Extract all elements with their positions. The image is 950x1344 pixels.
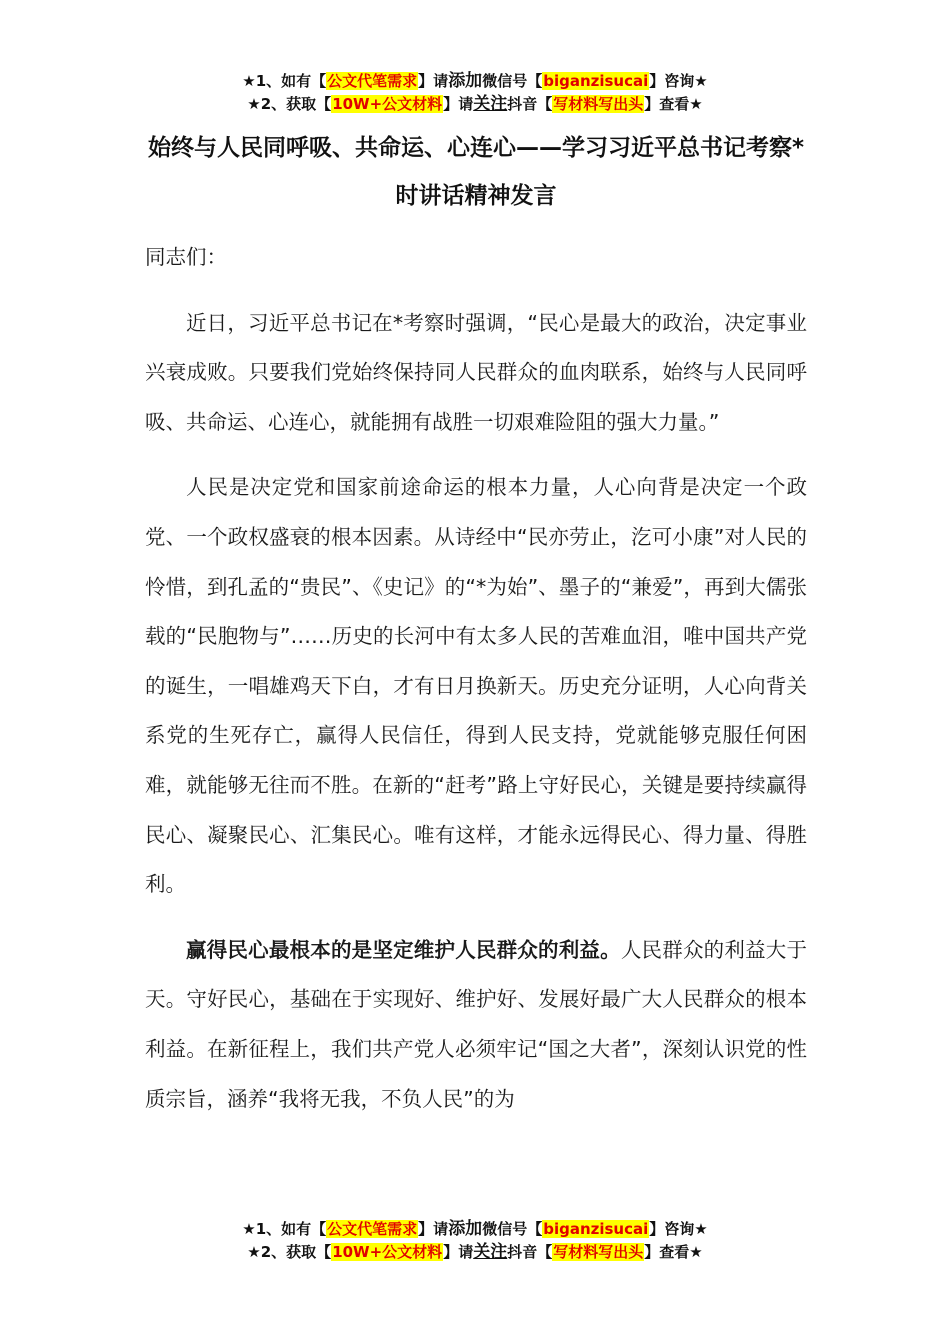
promo-highlight: 10W+公文材料	[332, 95, 443, 113]
paragraph-3	[145, 926, 807, 1124]
promo-text: 】请	[418, 72, 449, 90]
promo-wechat-id: biganzisucai	[543, 72, 649, 90]
promo-text: 】请	[443, 1243, 474, 1261]
document-body	[145, 233, 807, 1140]
promo-highlight: 公文代笔需求	[327, 1220, 418, 1238]
promo-highlight: 公文代笔需求	[327, 72, 418, 90]
promo-header	[0, 70, 950, 116]
promo-text: 】请	[443, 95, 474, 113]
promo-douyin-id: 写材料写出头	[553, 1243, 644, 1261]
promo-text: 】咨询★	[649, 1220, 708, 1238]
promo-text: 】请	[418, 1220, 449, 1238]
promo-text: 】查看★	[644, 95, 703, 113]
paragraph-1: 近日，习近平总书记在*考察时强调，“民心是最大的政治，决定事业兴衰成败。只要我们党始终保持同人民群众的血肉联系，始终与人民同呼吸、共命运、心连心，就能拥有战胜一切艰难险阻的强大力量。”	[145, 310, 807, 434]
promo-text: ★1、如有【	[242, 1220, 327, 1238]
promo-text: ★2、获取【	[247, 95, 332, 113]
promo-text: 抖音【	[507, 95, 553, 113]
paragraph-3-text: 人民群众的利益大于天。守好民心，基础在于实现好、维护好、发展好最广大人民群众的根本利益。在新征程上，我们共产党人必须牢记“国之大者”，深刻认识党的性质宗旨，涵养“我将无我，不负人民”的为	[145, 937, 807, 1111]
promo-wechat-id: biganzisucai	[543, 1220, 649, 1238]
promo-text: ★1、如有【	[242, 72, 327, 90]
promo-line-1	[0, 70, 950, 93]
promo-text: 微信号【	[482, 72, 543, 90]
promo-text: ★2、获取【	[247, 1243, 332, 1261]
promo-emphasis: 关注	[473, 94, 508, 114]
promo-line-1	[0, 1218, 950, 1241]
salutation: 同志们：	[145, 245, 227, 269]
promo-highlight: 10W+公文材料	[332, 1243, 443, 1261]
promo-line-2	[0, 93, 950, 116]
promo-emphasis: 添加	[448, 71, 483, 91]
promo-text: 】查看★	[644, 1243, 703, 1261]
paragraph-3-heading: 赢得民心最根本的是坚定维护人民群众的利益。	[186, 937, 621, 962]
document-title: 始终与人民同呼吸、共命运、心连心——学习习近平总书记考察*时讲话精神发言	[147, 135, 805, 209]
promo-emphasis: 添加	[448, 1219, 483, 1239]
promo-line-2	[0, 1241, 950, 1264]
promo-douyin-id: 写材料写出头	[553, 95, 644, 113]
promo-text: 微信号【	[482, 1220, 543, 1238]
promo-text: 】咨询★	[649, 72, 708, 90]
promo-footer	[0, 1218, 950, 1264]
promo-text: 抖音【	[507, 1243, 553, 1261]
paragraph-2: 人民是决定党和国家前途命运的根本力量，人心向背是决定一个政党、一个政权盛衰的根本因素。从诗经中“民亦劳止，汔可小康”对人民的怜惜，到孔孟的“贵民”、《史记》的“*为始”、墨子的“兼爱”，再到大儒张载的“民胞物与”……历史的长河中有太多人民的苦难血泪，唯中国共产党的诞生，一唱雄鸡天下白，才有日月换新天。历史充分证明，人心向背关系党的生死存亡，赢得人民信任，得到人民支持，党就能够克服任何困难，就能够无往而不胜。在新的“赶考”路上守好民心，关键是要持续赢得民心、凝聚民心、汇集民心。唯有这样，才能永远得民心、得力量、得胜利。	[145, 475, 807, 897]
promo-emphasis: 关注	[473, 1242, 508, 1262]
